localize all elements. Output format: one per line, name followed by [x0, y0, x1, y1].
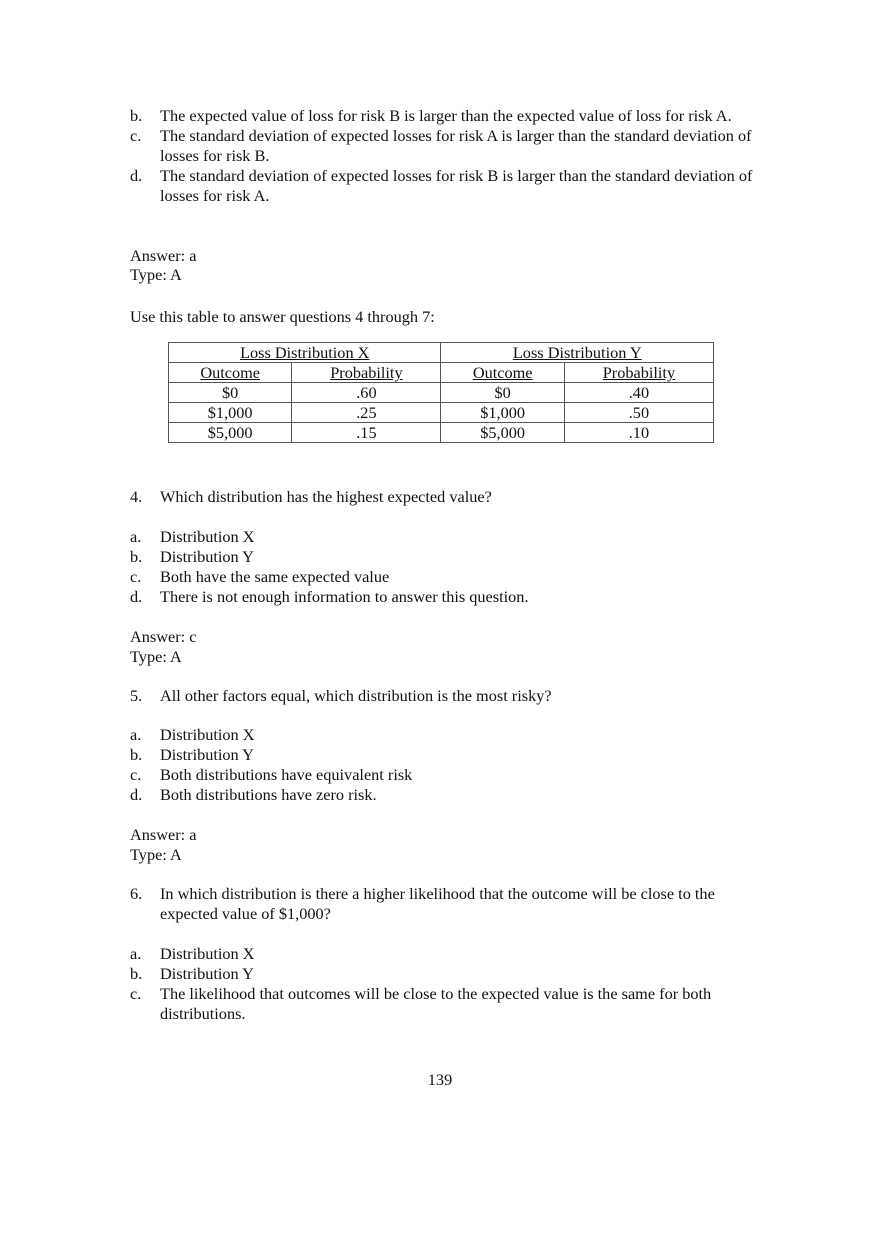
option-letter: d.	[130, 587, 143, 606]
loss-distribution-table	[168, 342, 714, 443]
option-letter: d.	[130, 166, 143, 185]
option-letter: a.	[130, 527, 142, 546]
col-header-x-probability	[292, 363, 441, 383]
col-header-label: Outcome	[472, 363, 533, 382]
option-text: Distribution X	[160, 944, 255, 963]
question-number: 5.	[130, 686, 143, 705]
option-letter: b.	[130, 964, 143, 983]
table-group-header-row	[169, 343, 714, 363]
list-item	[130, 964, 760, 984]
col-header-label: Probability	[602, 363, 676, 382]
question-text: In which distribution is there a higher likelihood that the outcome will be close to the expected value of $1,000?	[160, 884, 715, 923]
q5-options-list	[130, 725, 760, 805]
list-item	[130, 126, 760, 166]
q5-type: Type: A	[130, 845, 182, 864]
option-text: Distribution Y	[160, 964, 254, 983]
col-header-label: Outcome	[200, 363, 261, 382]
cell-x-outcome: $5,000	[169, 423, 292, 443]
option-letter: b.	[130, 745, 143, 764]
option-text: Both distributions have zero risk.	[160, 785, 377, 804]
q6-options-list	[130, 944, 760, 1024]
option-letter: d.	[130, 785, 143, 804]
cell-x-probability: .60	[292, 383, 441, 403]
col-header-label: Probability	[330, 363, 403, 382]
option-text: Distribution X	[160, 527, 255, 546]
question-text: All other factors equal, which distribution is the most risky?	[160, 686, 552, 705]
group-header-y	[441, 343, 714, 363]
option-letter: a.	[130, 944, 142, 963]
option-letter: c.	[130, 984, 142, 1003]
list-item	[130, 765, 760, 785]
q4-type: Type: A	[130, 647, 182, 666]
question-text: Which distribution has the highest expected value?	[160, 487, 492, 506]
col-header-y-probability	[564, 363, 713, 383]
option-text: The likelihood that outcomes will be close to the expected value is the same for both distributions.	[160, 984, 712, 1023]
group-header-x	[169, 343, 441, 363]
option-letter: b.	[130, 106, 143, 125]
cell-x-probability: .25	[292, 403, 441, 423]
option-text: Both distributions have equivalent risk	[160, 765, 413, 784]
prev-options-list	[130, 106, 760, 206]
list-item	[130, 547, 760, 567]
option-letter: c.	[130, 567, 142, 586]
cell-y-outcome: $0	[441, 383, 564, 403]
q4-answer: Answer: c	[130, 627, 197, 646]
list-item	[130, 785, 760, 805]
col-header-x-outcome	[169, 363, 292, 383]
question-item	[130, 884, 760, 924]
list-item	[130, 527, 760, 547]
list-item	[130, 106, 760, 126]
q5-answer: Answer: a	[130, 825, 197, 844]
col-header-y-outcome	[441, 363, 564, 383]
option-letter: b.	[130, 547, 143, 566]
list-item	[130, 166, 760, 206]
option-letter: a.	[130, 725, 142, 744]
list-item	[130, 745, 760, 765]
list-item	[130, 984, 760, 1024]
option-text: Distribution X	[160, 725, 255, 744]
table-row	[169, 403, 714, 423]
option-text: Distribution Y	[160, 547, 254, 566]
question-number: 6.	[130, 884, 143, 903]
question-5	[130, 686, 552, 706]
cell-y-outcome: $1,000	[441, 403, 564, 423]
table-intro: Use this table to answer questions 4 through 7:	[130, 307, 435, 326]
option-letter: c.	[130, 765, 142, 784]
option-letter: c.	[130, 126, 142, 145]
group-header-y-label: Loss Distribution Y	[512, 343, 642, 362]
prev-type: Type: A	[130, 265, 182, 284]
cell-y-probability: .10	[564, 423, 713, 443]
list-item	[130, 944, 760, 964]
cell-y-probability: .40	[564, 383, 713, 403]
list-item	[130, 725, 760, 745]
cell-y-outcome: $5,000	[441, 423, 564, 443]
option-text: The expected value of loss for risk B is larger than the expected value of loss for risk A.	[160, 106, 732, 125]
question-4	[130, 487, 492, 507]
question-number: 4.	[130, 487, 143, 506]
q4-options-list	[130, 527, 760, 607]
page-number: 139	[427, 1070, 453, 1089]
list-item	[130, 587, 760, 607]
cell-x-outcome: $0	[169, 383, 292, 403]
option-text: The standard deviation of expected losses for risk A is larger than the standard deviation of losses for risk B.	[160, 126, 752, 165]
table-row	[169, 383, 714, 403]
list-item	[130, 567, 760, 587]
option-text: There is not enough information to answer this question.	[160, 587, 529, 606]
cell-x-probability: .15	[292, 423, 441, 443]
cell-y-probability: .50	[564, 403, 713, 423]
table-row	[169, 423, 714, 443]
prev-answer: Answer: a	[130, 246, 197, 265]
option-text: Distribution Y	[160, 745, 254, 764]
cell-x-outcome: $1,000	[169, 403, 292, 423]
option-text: The standard deviation of expected losses for risk B is larger than the standard deviation of losses for risk A.	[160, 166, 753, 205]
table-column-header-row	[169, 363, 714, 383]
option-text: Both have the same expected value	[160, 567, 390, 586]
group-header-x-label: Loss Distribution X	[240, 343, 370, 362]
question-6	[130, 884, 760, 924]
